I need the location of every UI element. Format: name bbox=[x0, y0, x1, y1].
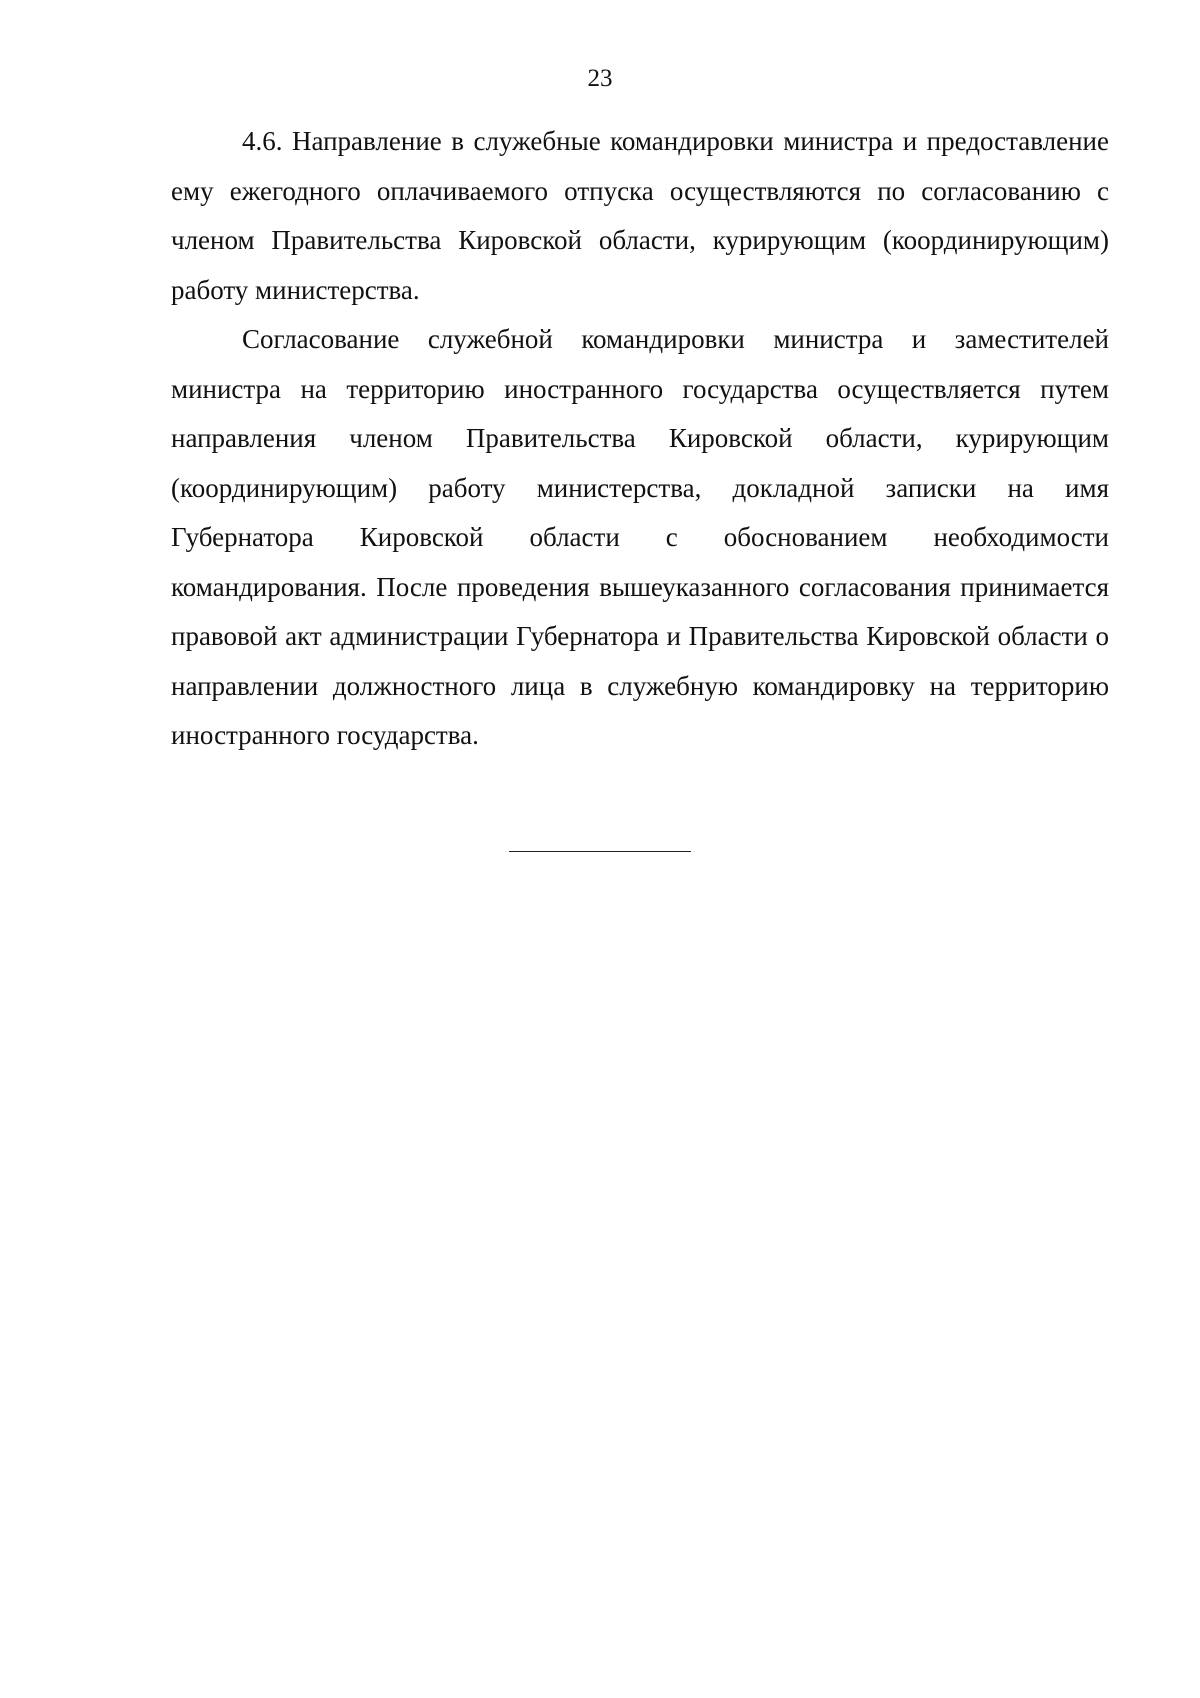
end-of-text-rule bbox=[509, 851, 691, 852]
paragraph-foreign-trip-approval: Согласование служебной командировки министра и заместителей министра на территорию иностранного государства осуществляется путем направления членом Правительства Кировской области, курирующим (координирующим) работу министерства, докладной записки на имя Губернатора Кировской области с обоснованием необходимости командирования. После проведения вышеуказанного согласования принимается правовой акт администрации Губернатора и Правительства Кировской области о направлении должностного лица в служебную командировку на территорию иностранного государства. bbox=[171, 324, 1109, 750]
paragraph-4-6: 4.6. Направление в служебные командировки министра и предоставление ему ежегодного оплачиваемого отпуска осуществляются по согласованию с членом Правительства Кировской области, курирующим (координирующим) работу министерства. bbox=[171, 126, 1109, 305]
page-number: 23 bbox=[587, 65, 613, 92]
document-body bbox=[171, 117, 1109, 761]
